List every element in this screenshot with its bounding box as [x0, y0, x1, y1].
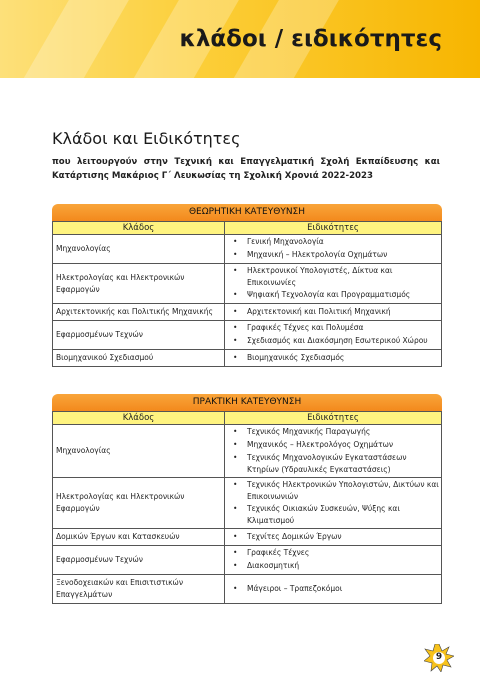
branch-cell: Βιομηχανικού Σχεδιασμού — [53, 350, 225, 367]
branch-cell: Μηχανολογίας — [53, 425, 225, 478]
practical-table — [52, 394, 442, 604]
column-header-specialties: Ειδικότητες — [225, 222, 442, 235]
specialty-item: • Μηχανικός – Ηλεκτρολόγος Οχημάτων — [233, 439, 439, 452]
table-row — [53, 321, 442, 350]
banner-title: κλάδοι / ειδικότητες — [179, 26, 442, 52]
specialties-cell — [225, 425, 442, 478]
page-heading: Κλάδοι και Ειδικότητες — [52, 129, 241, 148]
specialties-cell — [225, 478, 442, 529]
branch-cell: Δομικών Έργων και Κατασκευών — [53, 529, 225, 546]
branch-cell: Αρχιτεκτονικής και Πολιτικής Μηχανικής — [53, 304, 225, 321]
column-header-branch: Κλάδος — [53, 412, 225, 425]
specialties-cell — [225, 546, 442, 575]
specialties-cell — [225, 264, 442, 304]
page-number-badge — [424, 644, 454, 672]
specialties-cell — [225, 235, 442, 264]
specialties-cell — [225, 350, 442, 367]
branch-cell: Μηχανολογίας — [53, 235, 225, 264]
specialty-item: • Τεχνικός Οικιακών Συσκευών, Ψύξης και Κλιματισμού — [233, 503, 439, 527]
specialty-item: • Γενική Μηχανολογία — [233, 236, 439, 249]
table-row — [53, 304, 442, 321]
specialty-item: • Τεχνικός Μηχανολογικών Εγκαταστάσεων Κτηρίων (Υδραυλικές Εγκαταστάσεις) — [233, 452, 439, 476]
specialty-item: • Διακοσμητική — [233, 560, 439, 573]
specialty-item: • Βιομηχανικός Σχεδιασμός — [233, 352, 439, 365]
page-number: 9 — [435, 652, 443, 662]
specialty-item: • Τεχνίτες Δομικών Έργων — [233, 531, 439, 544]
specialty-item: • Ηλεκτρονικοί Υπολογιστές, Δίκτυα και Επικοινωνίες — [233, 265, 439, 289]
branch-cell: Εφαρμοσμένων Τεχνών — [53, 546, 225, 575]
specialty-item: • Τεχνικός Μηχανικής Παραγωγής — [233, 426, 439, 439]
specialties-cell — [225, 304, 442, 321]
specialties-cell — [225, 529, 442, 546]
column-header-specialties: Ειδικότητες — [225, 412, 442, 425]
table-row — [53, 264, 442, 304]
specialty-item: • Αρχιτεκτονική και Πολιτική Μηχανική — [233, 306, 439, 319]
branch-cell: Ηλεκτρολογίας και Ηλεκτρονικών Εφαρμογών — [53, 264, 225, 304]
branch-cell: Ηλεκτρολογίας και Ηλεκτρονικών Εφαρμογών — [53, 478, 225, 529]
table-title: ΘΕΩΡΗΤΙΚΗ ΚΑΤΕΥΘΥΝΣΗ — [52, 204, 442, 221]
specialties-cell — [225, 321, 442, 350]
table-title: ΠΡΑΚΤΙΚΗ ΚΑΤΕΥΘΥΝΣΗ — [52, 394, 442, 411]
branch-cell: Ξενοδοχειακών και Επισιτιστικών Επαγγελμάτων — [53, 575, 225, 604]
specialty-item: • Μηχανική – Ηλεκτρολογία Οχημάτων — [233, 249, 439, 262]
table-row — [53, 425, 442, 478]
theoretical-table — [52, 204, 442, 367]
table-row — [53, 478, 442, 529]
specialty-item: • Τεχνικός Ηλεκτρονικών Υπολογιστών, Δικτύων και Επικοινωνιών — [233, 479, 439, 503]
specialty-item: • Γραφικές Τέχνες και Πολυμέσα — [233, 322, 439, 335]
specialties-cell — [225, 575, 442, 604]
column-header-branch: Κλάδος — [53, 222, 225, 235]
table-row — [53, 546, 442, 575]
specialty-item: • Μάγειροι – Τραπεζοκόμοι — [233, 583, 439, 596]
header-banner — [0, 0, 480, 78]
specialty-item: • Γραφικές Τέχνες — [233, 547, 439, 560]
table-row — [53, 235, 442, 264]
specialty-item: • Σχεδιασμός και Διακόσμηση Εσωτερικού Χώρου — [233, 335, 439, 348]
table-row — [53, 529, 442, 546]
specialty-item: • Ψηφιακή Τεχνολογία και Προγραμματισμός — [233, 289, 439, 302]
table-row — [53, 575, 442, 604]
branch-cell: Εφαρμοσμένων Τεχνών — [53, 321, 225, 350]
page-subheading: που λειτουργούν στην Τεχνική και Επαγγελματική Σχολή Εκπαίδευσης και Κατάρτισης Μακάριος Γ΄ Λευκωσίας τη Σχολική Χρονιά 2022-2023 — [52, 157, 440, 181]
table-row — [53, 350, 442, 367]
